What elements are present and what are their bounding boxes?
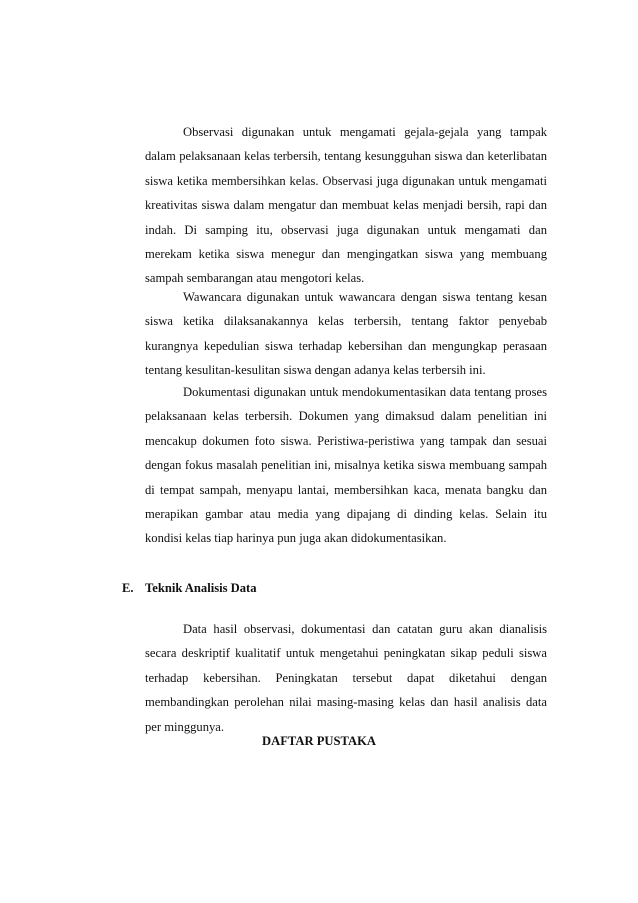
section-heading [122,581,257,596]
section-number: E. [122,581,134,595]
paragraph-observasi: Observasi digunakan untuk mengamati gejala-gejala yang tampak dalam pelaksanaan kelas terbersih, tentang kesungguhan siswa dan keterlibatan siswa ketika membersihkan kelas. Observasi juga digunakan untuk mengamati kreativitas siswa dalam mengatur dan membuat kelas menjadi bersih, rapi dan indah. Di samping itu, observasi juga digunakan untuk mengamati dan merekam ketika siswa menegur dan mengingatkan siswa yang membuang sampah sembarangan atau mengotori kelas. [145,125,547,286]
paragraph-analisis-data: Data hasil observasi, dokumentasi dan catatan guru akan dianalisis secara deskriptif kualitatif untuk mengetahui peningkatan sikap peduli siswa terhadap kebersihan. Peningkatan tersebut dapat diketahui dengan membandingkan perolehan nilai masing-masing kelas dan hasil analisis data per minggunya. [145,622,547,734]
paragraph-wawancara: Wawancara digunakan untuk wawancara dengan siswa tentang kesan siswa ketika dilaksanakannya kelas terbersih, tentang faktor penyebab kurangnya kepedulian siswa terhadap kebersihan dan mengungkap perasaan tentang kesulitan-kesulitan siswa dengan adanya kelas terbersih ini. [145,290,547,378]
section-title: Teknik Analisis Data [145,581,257,595]
bibliography-heading: DAFTAR PUSTAKA [262,734,376,748]
paragraph-dokumentasi: Dokumentasi digunakan untuk mendokumentasikan data tentang proses pelaksanaan kelas terbersih. Dokumen yang dimaksud dalam penelitian ini mencakup dokumen foto siswa. Peristiwa-peristiwa yang tampak dan sesuai dengan fokus masalah penelitian ini, misalnya ketika siswa membuang sampah di tempat sampah, menyapu lantai, membersihkan kaca, menata bangku dan merapikan gambar atau media yang dipajang di dinding kelas. Selain itu kondisi kelas tiap harinya pun juga akan didokumentasikan. [145,385,547,546]
